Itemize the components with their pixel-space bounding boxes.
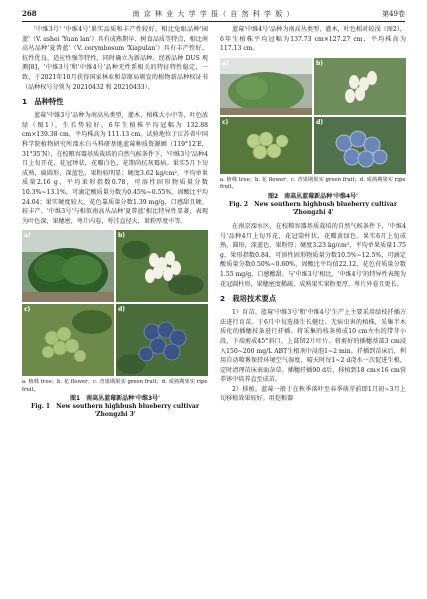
photo-1a-tree [22, 230, 114, 302]
figure-2-title-cn: 图2 南高丛蓝莓新品种'中维4号' [267, 192, 359, 200]
photo-label-c: c) [24, 306, 31, 314]
photo-2a-tree [220, 58, 312, 115]
figure-2-caption: a. 植株 tree；b. 花 flower；c. 青果期果实 green fruit；d. 成熟期果实 ripe fruit。 [220, 176, 406, 191]
section-1-paragraph: 蓝莓'中维3号'品种为南高丛类型，灌木，植株大小中等，叶色浓绿（图1），生长势较好，6年生植株平均冠幅为 132.88 cm×139.38 cm，平均株高为 111.13 cm。试验地位于江苏省中国科学院植物研究所溧水白马科研基地蓝莓种质资源圃（119°12′E，31°35′N），在校粮容器基质栽培的自然气候条件下，'中维3号'品种4月上旬开花，花冠钟状，花瓣白色，花期尚抗灰霉病。果实5月下旬成熟，扁圆形，深蓝色，果粉较明显；硬度3.62 kg/cm²，平均单果质量2.16 g，平均果形指数0.78，可溶性固形物质量分数10.3%~13.1%，可滴定酸质量分数为0.45%~0.55%，固酸比平均24.04；果实硬度较大，花色靠质量分数1.39 mg/g，口感甜且硬，较丰产。'中维3号'与相似南高丛品种'夏普蓝'相比特异性显著，表现为叶色深，果穗密，萼片内卷，萼洼直径大，果粉厚度中等。 [22, 112, 208, 225]
photo-2d-ripe-fruit [314, 117, 406, 174]
page-number: 268 [22, 9, 37, 18]
figure-1-title-en: Fig. 1 New southern highbush blueberry cultivar 'Zhongzhi 3' [31, 403, 199, 419]
running-header [22, 8, 405, 20]
figure-1-caption: a. 植株 tree；b. 花 flower；c. 青果期果实 green fruit；d. 成熟期果实 ripe fruit。 [22, 379, 208, 393]
photo-2c-green-fruit [220, 117, 312, 174]
intro-paragraph: '中维3号' '中维4号'果实品质和丰产性较好，相比兔眼品种'园蓝'（V. ashei 'Yuan lan'）具有成熟期早、树食品质等特点，相比南高丛品种'夏普蓝'（V. corymbosum 'Xiapulan'）具有丰产性好、抗性优良、适应性强等特性，同时确立为新品种。经新品种 DUS 观测[8]，'中维3号'和'中维4号'品种无性系相关的特征特性稳定，一致，于2021年10月获得国家林业和草原局颁发的植物新品种权证书（品种权号分别为 20210432 和 20210433）。 [22, 26, 208, 91]
photo-label-d: d) [316, 118, 324, 126]
photo-label-b: b) [316, 59, 324, 67]
photo-2b-flower [314, 58, 406, 115]
figure-2-title-en-line1: Fig. 2 New southern highbush blueberry cultivar [229, 200, 397, 208]
volume-label: 第49卷 [382, 10, 405, 18]
figure-1-title-cn: 图1 南高丛蓝莓新品种'中维3号' [69, 395, 161, 403]
photo-1c-green-fruit [22, 304, 114, 376]
left-column [22, 25, 208, 419]
section-2-heading: 2 栽培技术要点 [220, 294, 277, 304]
cultivar-4-traits-paragraph: 在南京溧水区，在校粮容器基质栽培的自然气候条件下，'中维4号'品种4月上旬开花，花冠筒柱状，花瓣黄绿色。果实6月上旬成熟，圆形，深蓝色，果粉厚；硬度3.23 kg/cm²，平均单果质量1.75 g，果形指数0.84，可溶性固形物质量分数10.5%~12.5%，可滴定酸质量分数0.50%~0.60%，固酸比平均值22.12，花色苷质量分数1.55 mg/g，口感酸甜。与'中维3号'相比，'中维4号'的特异性表现为花冠圆柱形，果穗密度稀疏，成熟果实果粉更厚，萼片外卷且更长。 [220, 222, 406, 288]
journal-title: 南 京 林 业 大 学 学 报（ 自 然 科 学 版 ） [132, 10, 295, 18]
photo-1b-flower [116, 230, 208, 302]
figure-2-title-en-line2: 'Zhongzhi 4' [292, 208, 334, 216]
nursery-paragraph: 1）育苗。蓝莓'中维3号'和'中维4号'生产上主要采用绿枝扦插方法进行育苗。于6月中旬选择生长健壮、无病虫害的植株，采集半木质化的插穗枝条进行扦插。将采集的枝条剪成10 cm左右的带芽小段，下端剪成45°斜口，上部留2片叶片。将剪好的插穗基部3 cm浸入150~200 mg/L ABT生根剂中浸泡1~2 min。扦插到苗床后，利用自动喷雾保持环境空气湿度，晴天时每1~2 d浇水一次促进生根，定时清理苗床表面杂草。插穗扦插90 d后，移植到18 cm×16 cm营养钵中培养直至成苗。 [220, 309, 406, 384]
photo-label-b: b) [118, 232, 126, 240]
right-column [220, 25, 406, 404]
figure-2-photos [220, 58, 406, 174]
photo-label-d: d) [118, 306, 126, 314]
header-rule [22, 21, 405, 22]
photo-1d-ripe-fruit [116, 304, 208, 376]
figure-1-photos [22, 230, 208, 376]
photo-label-c: c) [222, 118, 229, 126]
photo-label-a: a) [222, 59, 229, 67]
photo-label-a: a) [24, 232, 31, 240]
transplant-paragraph: 2）移植。蓝莓一般于在秋季落叶至春季萌芽前即1月初~3月上旬移植效果较好。用挖根器 [220, 385, 406, 403]
cultivar-4-paragraph: 蓝莓'中维4号'品种为南高丛类型，灌木，叶色相对较浅（图2），6年生植株平均冠幅为137.73 cm×127.27 cm，平均株高为117.13 cm。 [220, 26, 406, 53]
section-1-heading: 1 品种特性 [22, 97, 64, 107]
